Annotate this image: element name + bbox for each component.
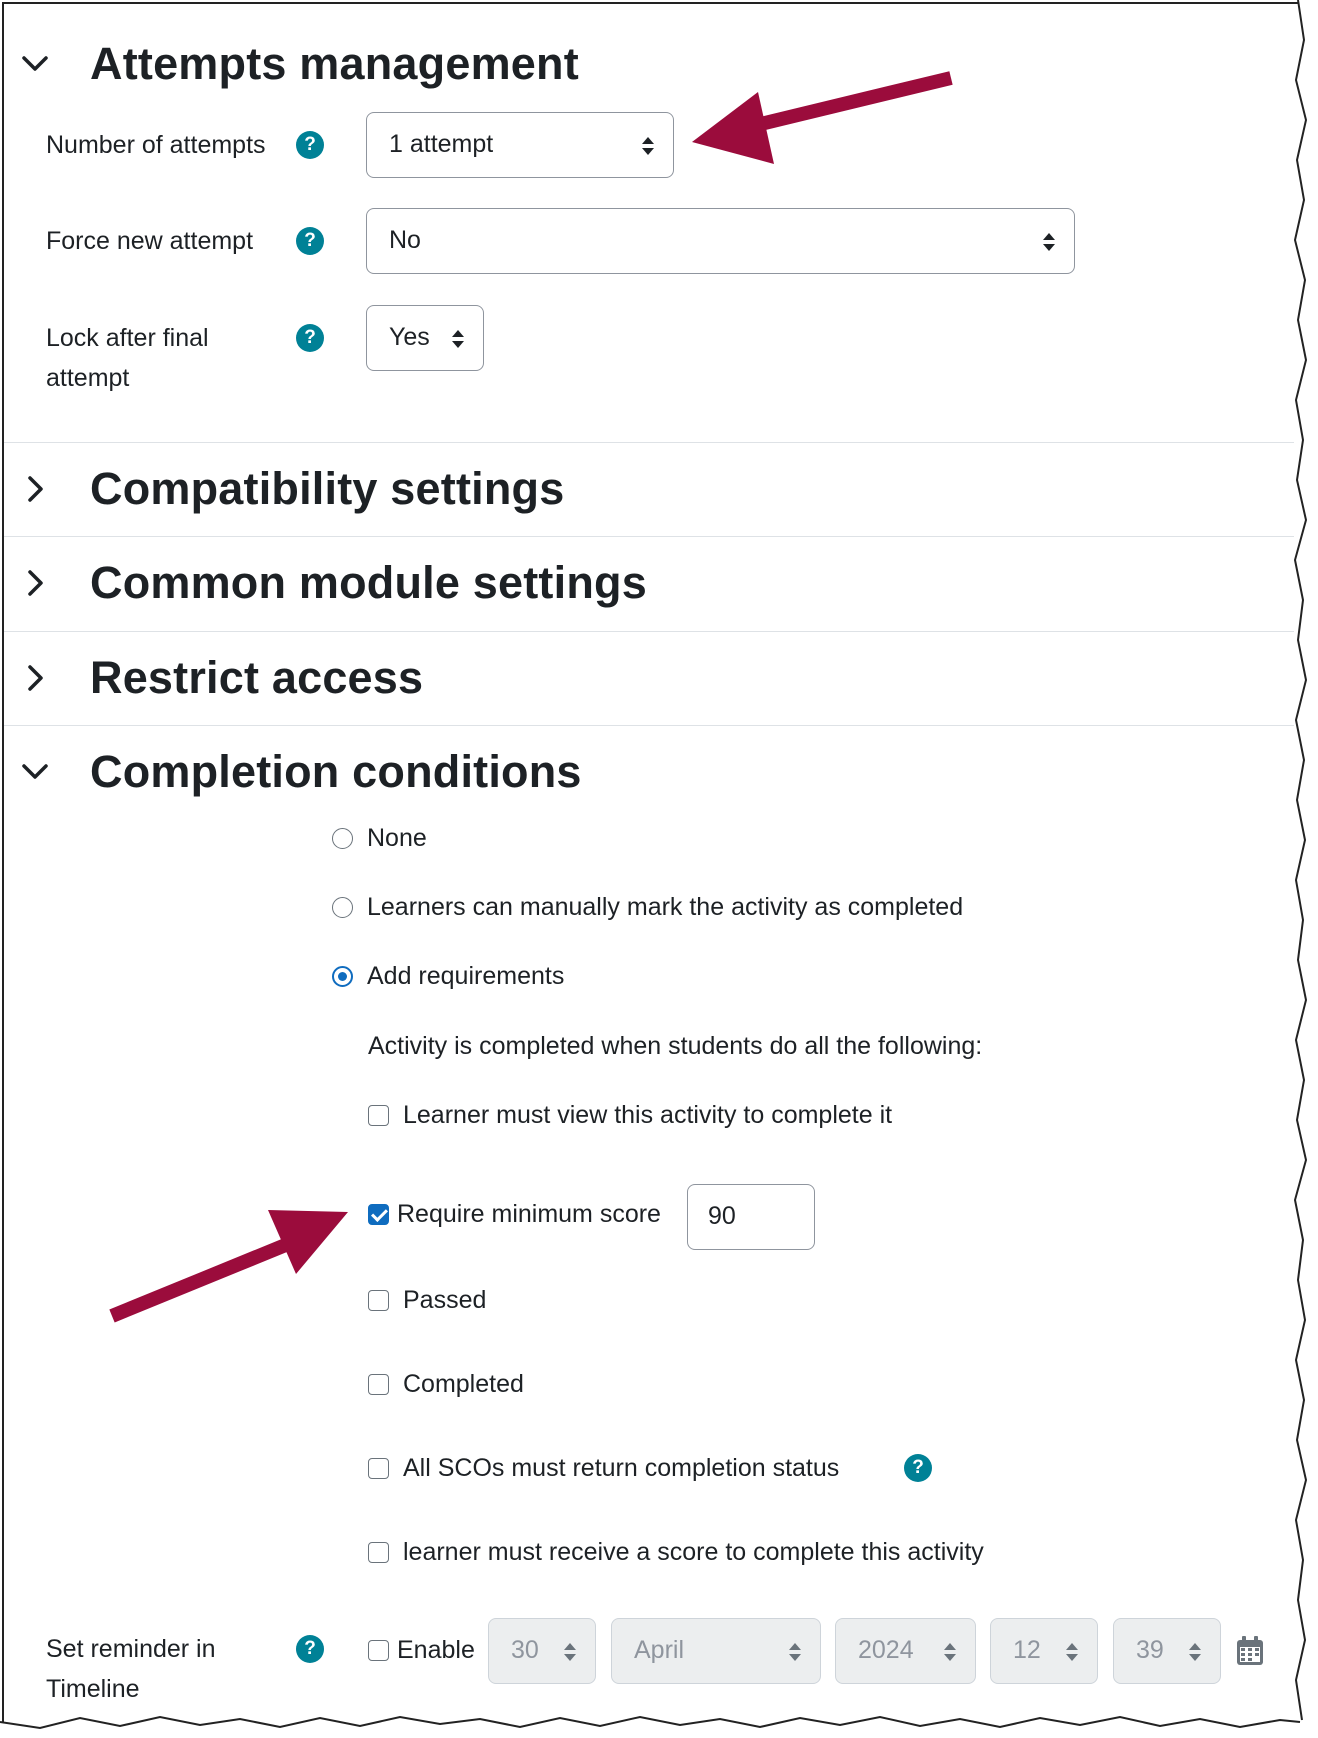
section-compatibility-header[interactable]	[18, 463, 564, 515]
requirement-min-score-label: Require minimum score	[397, 1200, 661, 1228]
section-title-attempts: Attempts management	[90, 38, 579, 89]
completion-option-add-requirements[interactable]	[332, 962, 564, 991]
section-divider	[4, 442, 1294, 443]
help-icon[interactable]: ?	[904, 1454, 932, 1482]
section-divider	[4, 631, 1294, 632]
section-divider	[4, 725, 1294, 726]
checkbox-reminder-enable[interactable]	[368, 1640, 389, 1661]
reminder-minute-value: 39	[1136, 1636, 1164, 1664]
help-icon[interactable]: ?	[296, 324, 324, 352]
chevron-down-icon	[18, 47, 52, 81]
radio-manual[interactable]	[332, 897, 353, 918]
lock-after-final-label-line2: attempt	[46, 364, 130, 392]
checkbox-scos[interactable]	[368, 1458, 389, 1479]
checkbox-view[interactable]	[368, 1105, 389, 1126]
torn-edge-decoration	[1288, 0, 1318, 1738]
radio-add-requirements[interactable]	[332, 966, 353, 987]
section-title-compatibility: Compatibility settings	[90, 463, 565, 514]
completion-option-none[interactable]	[332, 824, 427, 853]
reminder-enable[interactable]	[368, 1636, 475, 1665]
chevron-right-icon	[18, 472, 52, 506]
checkbox-completed[interactable]	[368, 1374, 389, 1395]
select-caret-icon	[451, 328, 465, 350]
arrow-annotation	[686, 66, 956, 170]
completion-option-label: None	[367, 824, 427, 852]
completion-option-manual[interactable]	[332, 893, 963, 922]
reminder-day-select[interactable]	[488, 1618, 596, 1684]
number-of-attempts-label: Number of attempts	[46, 131, 266, 159]
force-new-attempt-value: No	[389, 226, 421, 254]
requirement-receive-score-label: learner must receive a score to complete this activity	[403, 1538, 984, 1566]
reminder-month-value: April	[634, 1636, 685, 1664]
completion-option-label: Learners can manually mark the activity as completed	[367, 893, 964, 921]
requirements-intro: Activity is completed when students do all the following:	[368, 1032, 983, 1060]
chevron-right-icon	[18, 661, 52, 695]
lock-after-final-select[interactable]	[366, 305, 484, 371]
requirement-scos-label: All SCOs must return completion status	[403, 1454, 840, 1482]
requirement-view[interactable]	[368, 1101, 892, 1130]
lock-after-final-label-line1: Lock after final	[46, 324, 209, 352]
section-attempts-header[interactable]	[18, 38, 579, 90]
reminder-year-select[interactable]	[835, 1618, 976, 1684]
section-title-completion: Completion conditions	[90, 746, 582, 797]
force-new-attempt-label: Force new attempt	[46, 227, 254, 255]
help-icon[interactable]: ?	[296, 1635, 324, 1663]
reminder-year-value: 2024	[858, 1636, 914, 1664]
select-caret-icon	[1065, 1641, 1079, 1663]
select-caret-icon	[1188, 1641, 1202, 1663]
reminder-day-value: 30	[511, 1636, 539, 1664]
reminder-hour-select[interactable]	[990, 1618, 1098, 1684]
number-of-attempts-select[interactable]	[366, 112, 674, 178]
select-caret-icon	[788, 1641, 802, 1663]
section-title-common: Common module settings	[90, 557, 647, 608]
select-caret-icon	[641, 135, 655, 157]
section-common-header[interactable]	[18, 557, 647, 609]
requirement-scos[interactable]	[368, 1454, 839, 1483]
lock-after-final-value: Yes	[389, 323, 430, 351]
requirement-completed[interactable]	[368, 1370, 524, 1399]
torn-edge-decoration	[0, 1708, 1318, 1738]
chevron-right-icon	[18, 566, 52, 600]
requirement-min-score[interactable]	[368, 1200, 661, 1229]
requirement-passed-label: Passed	[403, 1286, 487, 1314]
reminder-label-line2: Timeline	[46, 1675, 140, 1703]
select-caret-icon	[1042, 231, 1056, 253]
reminder-minute-select[interactable]	[1113, 1618, 1221, 1684]
arrow-annotation	[108, 1204, 354, 1324]
select-caret-icon	[943, 1641, 957, 1663]
reminder-label-line1: Set reminder in	[46, 1635, 216, 1663]
reminder-enable-label: Enable	[397, 1636, 475, 1664]
requirement-passed[interactable]	[368, 1286, 486, 1315]
section-title-restrict: Restrict access	[90, 652, 424, 703]
requirement-completed-label: Completed	[403, 1370, 524, 1398]
section-divider	[4, 536, 1294, 537]
radio-none[interactable]	[332, 828, 353, 849]
min-score-input[interactable]: 90	[687, 1184, 815, 1250]
checkbox-min-score[interactable]	[368, 1204, 389, 1225]
requirement-view-label: Learner must view this activity to complete it	[403, 1101, 893, 1129]
chevron-down-icon	[18, 755, 52, 789]
help-icon[interactable]: ?	[296, 227, 324, 255]
section-restrict-header[interactable]	[18, 652, 423, 704]
completion-option-label: Add requirements	[367, 962, 565, 990]
reminder-hour-value: 12	[1013, 1636, 1041, 1664]
checkbox-receive-score[interactable]	[368, 1542, 389, 1563]
section-completion-header[interactable]	[18, 746, 582, 798]
checkbox-passed[interactable]	[368, 1290, 389, 1311]
requirement-receive-score[interactable]	[368, 1538, 984, 1567]
help-icon[interactable]: ?	[296, 131, 324, 159]
force-new-attempt-select[interactable]	[366, 208, 1075, 274]
number-of-attempts-value: 1 attempt	[389, 130, 494, 158]
calendar-icon[interactable]	[1236, 1636, 1264, 1666]
select-caret-icon	[563, 1641, 577, 1663]
reminder-month-select[interactable]	[611, 1618, 821, 1684]
